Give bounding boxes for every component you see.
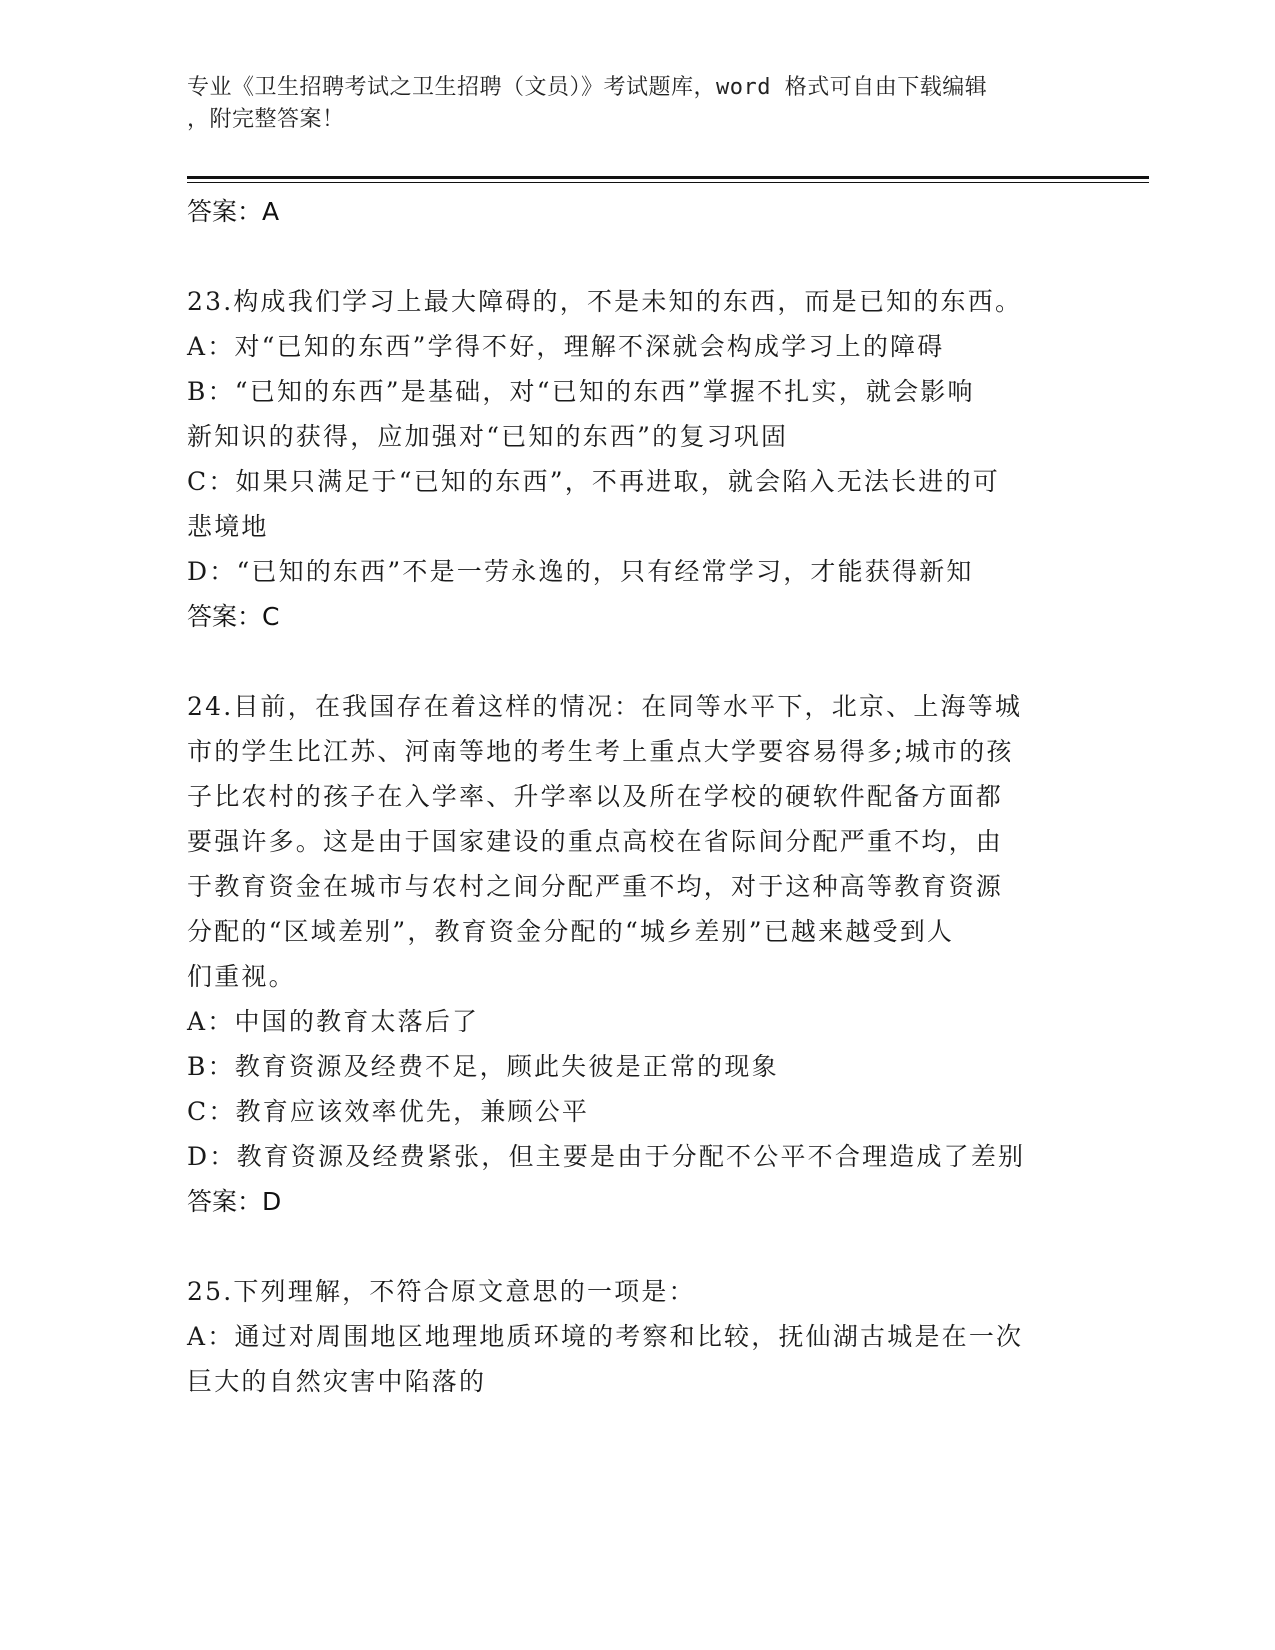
question-23-option-c: C：如果只满足于“已知的东西”，不再进取，就会陷入无法长进的可	[187, 467, 1000, 496]
question-24-option-a: A：中国的教育太落后了	[187, 1007, 480, 1036]
header-divider-thin	[187, 182, 1149, 183]
question-23-stem: 23.构成我们学习上最大障碍的，不是未知的东西，而是已知的东西。	[187, 287, 1023, 316]
question-24-stem-line-2: 市的学生比江苏、河南等地的考生考上重点大学要容易得多;城市的孩	[187, 737, 1014, 766]
page-header	[187, 72, 1087, 136]
question-23-option-b: B：“已知的东西”是基础，对“已知的东西”掌握不扎实，就会影响	[187, 377, 975, 406]
header-text-line-1: 专业《卫生招聘考试之卫生招聘（文员）》考试题库，word 格式可自由下载编辑	[187, 75, 988, 100]
question-23-option-d: D：“已知的东西”不是一劳永逸的，只有经常学习，才能获得新知	[187, 557, 974, 586]
question-23	[187, 279, 1087, 639]
question-24-answer: 答案：D	[187, 1187, 282, 1216]
previous-answer: 答案：A	[187, 197, 280, 226]
question-25-option-a: A：通过对周围地区地理地质环境的考察和比较，抚仙湖古城是在一次	[187, 1322, 1024, 1351]
header-text-line-2: ，附完整答案！	[187, 107, 345, 132]
question-24-stem-line-4: 要强许多。这是由于国家建设的重点高校在省际间分配严重不均，由	[187, 827, 1004, 856]
question-24-stem-line-1: 24.目前，在我国存在着这样的情况：在同等水平下，北京、上海等城	[187, 692, 1023, 721]
question-24-option-c: C：教育应该效率优先，兼顾公平	[187, 1097, 590, 1126]
question-24-stem-line-6: 分配的“区域差别”，教育资金分配的“城乡差别”已越来越受到人	[187, 917, 955, 946]
question-23-option-a: A：对“已知的东西”学得不好，理解不深就会构成学习上的障碍	[187, 332, 945, 361]
question-23-option-b-cont: 新知识的获得，应加强对“已知的东西”的复习巩固	[187, 422, 789, 451]
question-24-stem-line-3: 子比农村的孩子在入学率、升学率以及所在学校的硬软件配备方面都	[187, 782, 1004, 811]
question-24-option-d: D：教育资源及经费紧张，但主要是由于分配不公平不合理造成了差别	[187, 1142, 1026, 1171]
question-25-option-a-cont: 巨大的自然灾害中陷落的	[187, 1367, 487, 1396]
question-24-option-b: B：教育资源及经费不足，顾此失彼是正常的现象	[187, 1052, 779, 1081]
document-body	[187, 189, 1087, 1404]
question-23-option-c-cont: 悲境地	[187, 512, 269, 541]
header-divider-thick	[187, 176, 1149, 179]
question-24-stem-line-7: 们重视。	[187, 962, 296, 991]
question-23-answer: 答案：C	[187, 602, 280, 631]
question-24	[187, 684, 1087, 1224]
question-24-stem-line-5: 于教育资金在城市与农村之间分配严重不均，对于这种高等教育资源	[187, 872, 1004, 901]
question-25-stem: 25.下列理解，不符合原文意思的一项是：	[187, 1277, 696, 1306]
question-25	[187, 1269, 1087, 1404]
